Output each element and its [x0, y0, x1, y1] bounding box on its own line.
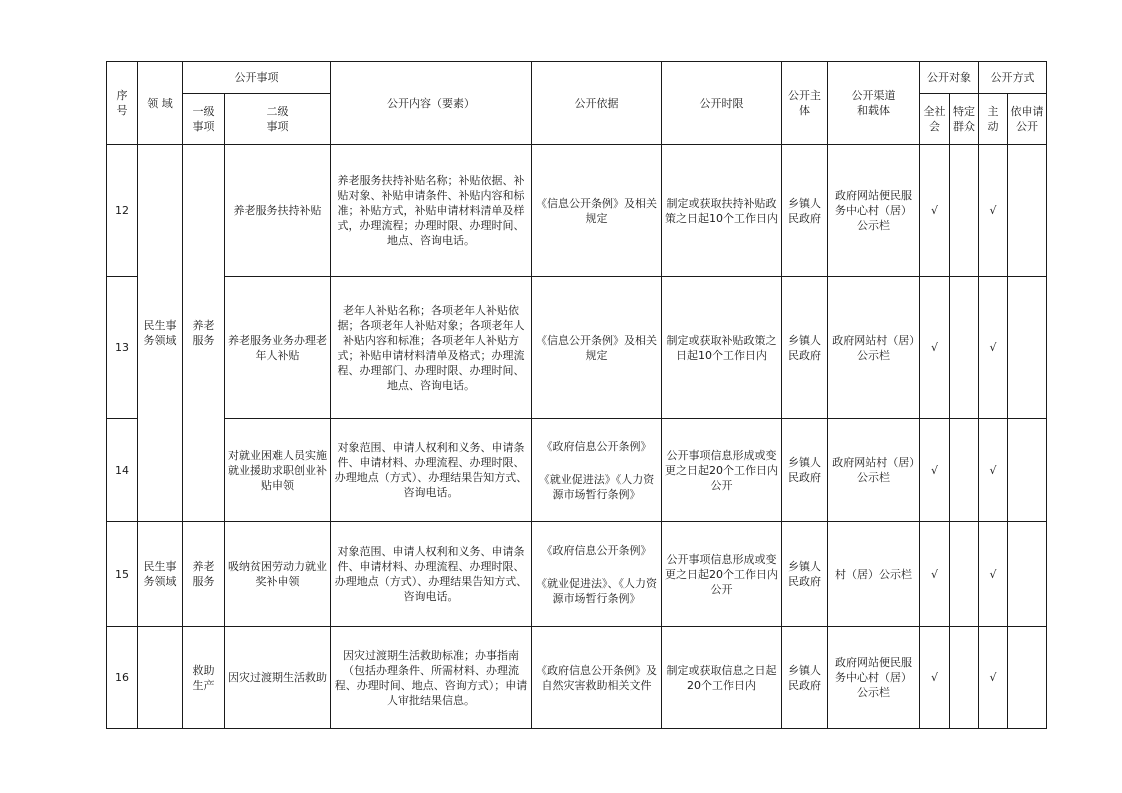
row-subject: 乡镇人民政府 — [782, 522, 828, 627]
row-deadline: 制定或获取补贴政策之日起10个工作日内 — [662, 277, 782, 419]
row-content: 对象范围、申请人权利和义务、申请条件、申请材料、办理流程、办理时限、办理地点（方式）、办理结果告知方式、咨询电话。 — [331, 419, 532, 522]
table-row — [107, 522, 1047, 627]
header-audience-specific: 特定群众 — [950, 94, 979, 145]
header-mode-active: 主动 — [979, 94, 1008, 145]
row-level2: 对就业困难人员实施就业援助求职创业补贴申领 — [225, 419, 331, 522]
row-audience-all: √ — [920, 627, 950, 729]
header-row — [107, 62, 1047, 94]
row-subject: 乡镇人民政府 — [782, 627, 828, 729]
row-basis — [532, 419, 662, 522]
row-level2: 因灾过渡期生活救助 — [225, 627, 331, 729]
row-seq: 13 — [107, 277, 138, 419]
header-subject: 公开主体 — [782, 62, 828, 145]
row-basis — [532, 522, 662, 627]
disclosure-table — [106, 61, 1047, 729]
row-basis-a: 《政府信息公开条例》 — [541, 439, 652, 453]
header-deadline: 公开时限 — [662, 62, 782, 145]
row-channel: 政府网站便民服务中心村（居）公示栏 — [828, 145, 920, 277]
row-audience-all: √ — [920, 145, 950, 277]
header-audience-all: 全社会 — [920, 94, 950, 145]
row-audience-specific — [950, 277, 979, 419]
row-domain: 民生事务领域 — [138, 522, 183, 627]
header-content: 公开内容（要素） — [331, 62, 532, 145]
table-row — [107, 277, 1047, 419]
row-mode-active: √ — [979, 627, 1008, 729]
row-audience-specific — [950, 419, 979, 522]
row-deadline: 公开事项信息形成或变更之日起20个工作日内公开 — [662, 522, 782, 627]
row-mode-active: √ — [979, 522, 1008, 627]
table-row — [107, 145, 1047, 277]
row-subject: 乡镇人民政府 — [782, 419, 828, 522]
table-row — [107, 627, 1047, 729]
row-content: 老年人补贴名称；各项老年人补贴依据；各项老年人补贴对象；各项老年人补贴内容和标准；各项老年人补贴方式；补贴申请材料清单及格式；办理流程、办理部门、办理时限、办理时间、地点、咨询电话。 — [331, 277, 532, 419]
header-basis: 公开依据 — [532, 62, 662, 145]
header-level1: 一级事项 — [183, 94, 225, 145]
header-item-group: 公开事项 — [183, 62, 331, 94]
row-domain — [138, 627, 183, 729]
row-level2: 养老服务扶持补贴 — [225, 145, 331, 277]
header-mode-group: 公开方式 — [979, 62, 1047, 94]
row-mode-request — [1008, 419, 1047, 522]
row-audience-all: √ — [920, 522, 950, 627]
row-seq: 15 — [107, 522, 138, 627]
row-channel: 政府网站便民服务中心村（居）公示栏 — [828, 627, 920, 729]
row-level2: 养老服务业务办理老年人补贴 — [225, 277, 331, 419]
row-mode-request — [1008, 522, 1047, 627]
header-channel: 公开渠道和载体 — [828, 62, 920, 145]
row-deadline: 制定或获取信息之日起20个工作日内 — [662, 627, 782, 729]
row-content: 养老服务扶持补贴名称；补贴依据、补贴对象、补贴申请条件、补贴内容和标准；补贴方式，补贴申请材料清单及样式，办理流程；办理时限、办理时间、地点、咨询电话。 — [331, 145, 532, 277]
row-audience-all: √ — [920, 419, 950, 522]
row-subject: 乡镇人民政府 — [782, 145, 828, 277]
row-basis-b: 《就业促进法》、《人力资源市场暂行条例》 — [536, 576, 657, 605]
row-mode-active: √ — [979, 419, 1008, 522]
row-deadline: 公开事项信息形成或变更之日起20个工作日内公开 — [662, 419, 782, 522]
row-mode-request — [1008, 627, 1047, 729]
row-mode-request — [1008, 277, 1047, 419]
row-level1: 救助生产 — [183, 627, 225, 729]
row-basis: 《信息公开条例》及相关规定 — [532, 145, 662, 277]
row-domain: 民生事务领域 — [138, 145, 183, 522]
row-seq: 16 — [107, 627, 138, 729]
row-audience-specific — [950, 522, 979, 627]
header-audience-group: 公开对象 — [920, 62, 979, 94]
row-basis: 《政府信息公开条例》及自然灾害救助相关文件 — [532, 627, 662, 729]
row-deadline: 制定或获取扶持补贴政策之日起10个工作日内 — [662, 145, 782, 277]
row-basis: 《信息公开条例》及相关规定 — [532, 277, 662, 419]
row-audience-all: √ — [920, 277, 950, 419]
row-channel: 政府网站村（居）公示栏 — [828, 277, 920, 419]
table-row — [107, 419, 1047, 522]
row-mode-request — [1008, 145, 1047, 277]
row-content: 对象范围、申请人权利和义务、申请条件、申请材料、办理流程、办理时限、办理地点（方式）、办理结果告知方式、咨询电话。 — [331, 522, 532, 627]
row-mode-active: √ — [979, 277, 1008, 419]
header-mode-request: 依申请公开 — [1008, 94, 1047, 145]
row-content: 因灾过渡期生活救助标准；办事指南（包括办理条件、所需材料、办理流程、办理时间、地点、咨询方式）；申请人审批结果信息。 — [331, 627, 532, 729]
row-seq: 12 — [107, 145, 138, 277]
row-mode-active: √ — [979, 145, 1008, 277]
header-level2: 二级事项 — [225, 94, 331, 145]
header-seq: 序号 — [107, 62, 138, 145]
row-level2: 吸纳贫困劳动力就业奖补申领 — [225, 522, 331, 627]
row-basis-a: 《政府信息公开条例》 — [541, 543, 652, 557]
row-audience-specific — [950, 145, 979, 277]
row-audience-specific — [950, 627, 979, 729]
row-level1: 养老服务 — [183, 522, 225, 627]
row-channel: 政府网站村（居）公示栏 — [828, 419, 920, 522]
header-domain: 领 域 — [138, 62, 183, 145]
row-seq: 14 — [107, 419, 138, 522]
row-level1: 养老服务 — [183, 145, 225, 522]
row-subject: 乡镇人民政府 — [782, 277, 828, 419]
row-channel: 村（居）公示栏 — [828, 522, 920, 627]
row-basis-b: 《就业促进法》《人力资源市场暂行条例》 — [538, 472, 655, 501]
